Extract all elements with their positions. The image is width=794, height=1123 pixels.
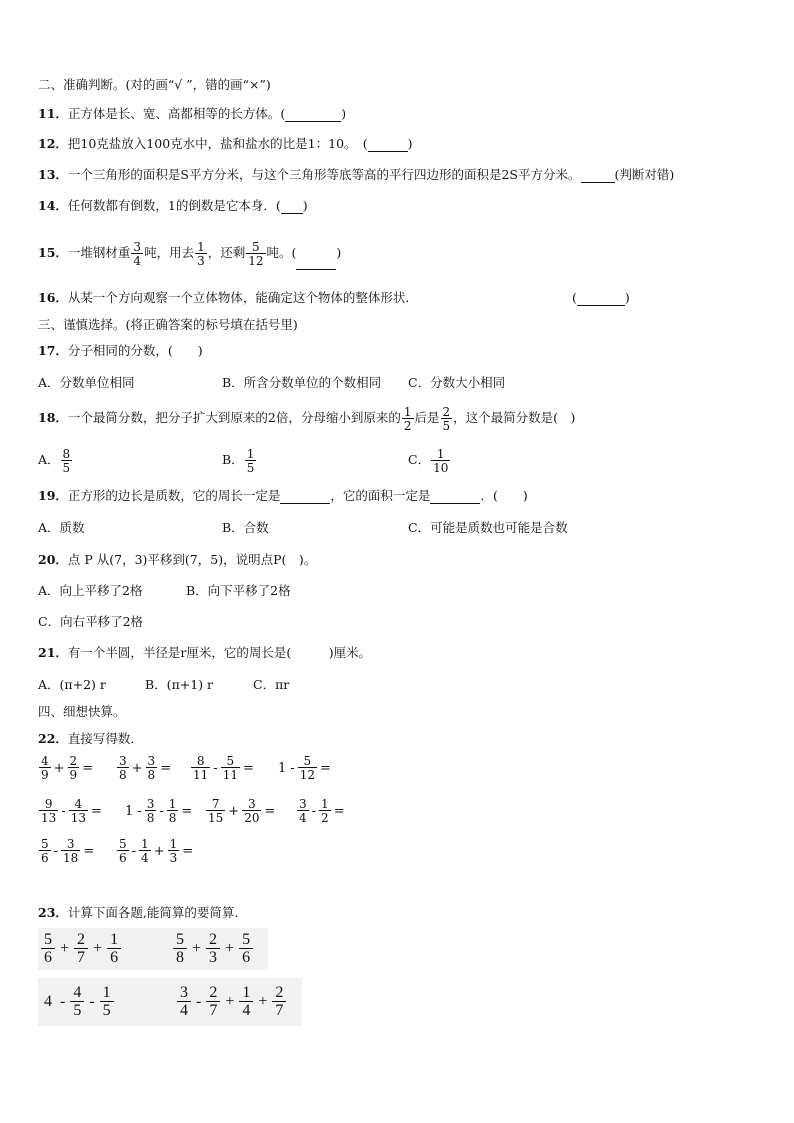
calc-expression: $\frac{8}{11}$ - $\frac{5}{11}$ = (193, 754, 254, 782)
question-14 (38, 198, 308, 214)
q19-option-a[interactable]: A．质数 (38, 520, 85, 535)
question-number: 17． (38, 343, 68, 358)
question-text: ，还剩 (207, 245, 246, 260)
fraction: $\frac{8}{5}$ (62, 446, 71, 475)
question-text: 一堆钢材重 (67, 245, 131, 260)
question-21 (38, 645, 371, 661)
fraction: $\frac{5}{12}$ (248, 239, 264, 268)
question-text: 分子相同的分数，( ) (67, 343, 203, 358)
calc-expression: $\frac{3}{8}$ + $\frac{3}{8}$ = (119, 754, 172, 782)
question-number: 11． (38, 106, 68, 121)
question-13 (38, 167, 674, 183)
fraction: $\frac{2}{5}$ (442, 404, 451, 433)
paren-close: ) (302, 198, 308, 213)
section2-heading: 二、准确判断。(对的画“√ ”，错的画“×”) (38, 77, 271, 92)
q17-option-c[interactable]: C．分数大小相同 (408, 375, 506, 390)
option-letter: B． (222, 452, 244, 467)
q19-option-b[interactable]: B．合数 (222, 520, 269, 535)
question-16-answer (572, 290, 630, 306)
calc-expression: 1 - $\frac{5}{12}$ = (278, 754, 331, 782)
calc-expression-box: 4 - $\frac{4}{5}$ - $\frac{1}{5}$ (38, 978, 302, 1026)
q20-option-a[interactable]: A．向上平移了2格 (38, 583, 143, 598)
question-16 (38, 290, 418, 306)
question-text: 正方形的边长是质数，它的周长一定是 (67, 488, 281, 503)
answer-blank[interactable] (577, 293, 625, 306)
answer-blank[interactable] (280, 491, 330, 504)
answer-blank[interactable] (296, 257, 336, 270)
question-text: 从某一个方向观察一个立体物体，能确定这个物体的整体形状． (67, 290, 418, 305)
question-17 (38, 343, 203, 359)
fraction: $\frac{1}{2}$ (403, 404, 412, 433)
option-letter: C． (408, 452, 431, 467)
calc-expression: $\frac{5}{6}$ - $\frac{1}{4}$ + $\frac{1}{3}$ = (119, 837, 194, 865)
option-letter: A． (38, 452, 60, 467)
question-12 (38, 136, 413, 152)
question-number: 21． (38, 645, 68, 660)
paren-close: ) (341, 106, 347, 121)
calc-expression: $\frac{3}{4}$ - $\frac{1}{2}$ = (299, 797, 345, 825)
question-tail: (判断对错) (614, 167, 675, 182)
question-number: 20． (38, 552, 68, 567)
fraction: $\frac{1}{10}$ (433, 446, 449, 475)
calc-expression: $\frac{4}{9}$ + $\frac{2}{9}$ = (41, 754, 94, 782)
question-number: 19． (38, 488, 68, 503)
fraction: $\frac{3}{4}$ (133, 239, 142, 268)
question-number: 14． (38, 198, 68, 213)
q21-option-c[interactable]: C．πr (253, 677, 290, 692)
question-text: 一个最简分数，把分子扩大到原来的2倍，分母缩小到原来的 (67, 410, 401, 425)
question-number: 22． (38, 731, 68, 746)
section4-heading: 四、细想快算。 (38, 704, 126, 719)
question-number: 12． (38, 136, 68, 151)
calc-expression: $\frac{5}{6}$ - $\frac{3}{18}$ = (41, 837, 95, 865)
q18-option-a[interactable] (38, 444, 73, 476)
q17-option-b[interactable]: B．所含分数单位的个数相同 (222, 375, 382, 390)
q18-option-b[interactable] (222, 444, 257, 476)
paren-close: ) (336, 245, 342, 260)
question-text: 计算下面各题,能简算的要简算. (67, 905, 239, 920)
answer-blank[interactable] (281, 201, 303, 214)
paren-close: ) (407, 136, 413, 151)
paren-close: ) (624, 290, 630, 305)
answer-blank[interactable] (368, 139, 408, 152)
q21-option-b[interactable]: B．(π+1) r (145, 677, 214, 692)
question-text: ，它的面积一定是 (330, 488, 431, 503)
question-text: 任何数都有倒数，1的倒数是它本身．( (67, 198, 281, 213)
calc-expression: $\frac{9}{13}$ - $\frac{4}{13}$ = (41, 797, 102, 825)
q21-option-a[interactable]: A．(π+2) r (38, 677, 106, 692)
paren-open: ( (572, 290, 577, 305)
question-18 (38, 403, 575, 433)
q18-option-c[interactable] (408, 444, 451, 476)
question-text: 吨，用去 (144, 245, 195, 260)
fraction: $\frac{1}{3}$ (197, 239, 205, 268)
question-23 (38, 905, 238, 921)
question-text: ，这个最简分数是( ) (453, 410, 576, 425)
calc-expression: $\frac{7}{15}$ + $\frac{3}{20}$ = (208, 797, 276, 825)
question-22 (38, 731, 143, 747)
fraction: $\frac{1}{5}$ (246, 446, 255, 475)
question-20 (38, 552, 316, 568)
question-text: 直接写得数． (67, 731, 143, 746)
question-text: 点 P 从(7，3)平移到(7，5)，说明点P( )。 (67, 552, 317, 567)
question-11 (38, 106, 346, 122)
q17-option-a[interactable]: A．分数单位相同 (38, 375, 135, 390)
question-text: 有一个半圆，半径是r厘米，它的周长是( )厘米。 (67, 645, 372, 660)
section3-heading: 三、谨慎选择。(将正确答案的标号填在括号里) (38, 317, 298, 332)
calc-expression-box: $\frac{5}{8}$ + $\frac{2}{3}$ + $\frac{5}{6}$ (172, 928, 268, 970)
question-text: 把10克盐放入100克水中，盐和盐水的比是1：10。 ( (67, 136, 368, 151)
question-19 (38, 488, 528, 504)
answer-blank[interactable] (581, 170, 615, 183)
answer-blank[interactable] (285, 109, 341, 122)
calc-expression-box: $\frac{3}{4}$ - $\frac{2}{7}$ + $\frac{1}{4}$ + $\frac{2}{7}$ (176, 978, 300, 1026)
question-15 (38, 236, 341, 270)
question-text: ．( ) (480, 488, 528, 503)
question-number: 13． (38, 167, 68, 182)
question-text: 后是 (414, 410, 440, 425)
calc-expression: 1 - $\frac{3}{8}$ - $\frac{1}{8}$ = (125, 797, 193, 825)
calc-expression-box: $\frac{5}{6}$ + $\frac{2}{7}$ + $\frac{1}{6}$ (38, 928, 268, 970)
answer-blank[interactable] (430, 491, 480, 504)
question-text: 一个三角形的面积是S平方分米，与这个三角形等底等高的平行四边形的面积是2S平方分米。 (67, 167, 581, 182)
question-number: 18． (38, 410, 68, 425)
q20-option-c[interactable]: C．向右平移了2格 (38, 614, 144, 629)
question-number: 16． (38, 290, 68, 305)
q20-option-b[interactable]: B．向下平移了2格 (186, 583, 291, 598)
question-number: 23． (38, 905, 68, 920)
q19-option-c[interactable]: C．可能是质数也可能是合数 (408, 520, 568, 535)
question-number: 15． (38, 245, 68, 260)
question-text: 吨。( (266, 245, 297, 260)
question-text: 正方体是长、宽、高都相等的长方体。( (67, 106, 286, 121)
